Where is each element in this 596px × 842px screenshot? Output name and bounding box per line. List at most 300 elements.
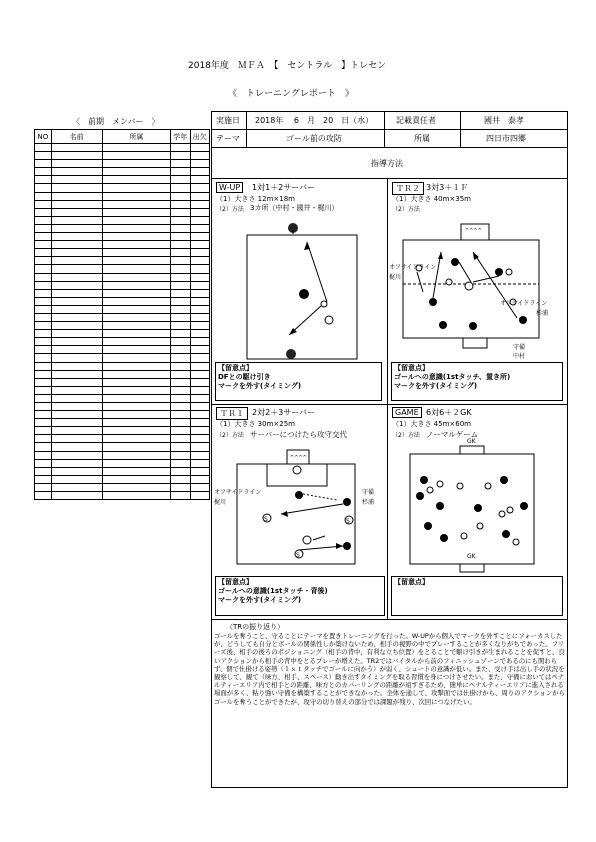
member-cell (51, 184, 102, 192)
member-cell (35, 241, 52, 249)
col-attend: 出欠 (190, 130, 210, 144)
divider (211, 129, 567, 130)
theme-value: ゴール前の攻防 (286, 134, 342, 143)
divider (384, 111, 385, 147)
member-cell (35, 362, 52, 370)
member-cell (51, 370, 102, 378)
member-cell (171, 144, 190, 152)
member-cell (51, 451, 102, 459)
member-row (35, 346, 210, 354)
member-cell (171, 370, 190, 378)
member-cell (51, 160, 102, 168)
member-row (35, 362, 210, 370)
tr1-shubi-label: 守備 (362, 489, 375, 496)
member-cell (35, 322, 52, 330)
member-cell (51, 362, 102, 370)
game-title: 6対6＋２GK (426, 408, 472, 417)
tr2-note-1: ゴールへの意識(1stタッチ、置き所) (394, 373, 511, 381)
member-cell (171, 492, 190, 500)
member-cell (102, 200, 170, 208)
member-cell (190, 330, 210, 338)
member-cell (51, 208, 102, 216)
member-cell (102, 168, 170, 176)
col-no: NO (35, 130, 52, 144)
member-row (35, 200, 210, 208)
wup-note-1: DFとの駆け引き (218, 373, 271, 381)
member-cell (51, 330, 102, 338)
tr2-note-2: マークを外す(タイミング) (394, 382, 478, 390)
member-row (35, 313, 210, 321)
game-note-head: 【留意点】 (394, 578, 429, 586)
divider (211, 178, 567, 179)
game-size: （1）大きさ 45m×60m (392, 420, 471, 428)
member-cell (35, 273, 52, 281)
member-cell (102, 411, 170, 419)
member-cell (35, 168, 52, 176)
member-cell (102, 362, 170, 370)
member-cell (171, 257, 190, 265)
member-row (35, 370, 210, 378)
member-cell (102, 273, 170, 281)
member-cell (190, 370, 210, 378)
member-cell (35, 435, 52, 443)
tr2-kajikawa-label: 梶川 (389, 274, 402, 281)
member-cell (171, 297, 190, 305)
game-note-box (391, 576, 563, 616)
member-cell (102, 386, 170, 394)
member-cell (51, 411, 102, 419)
member-cell (171, 184, 190, 192)
member-row (35, 160, 210, 168)
member-cell (102, 330, 170, 338)
member-cell (35, 411, 52, 419)
member-row (35, 443, 210, 451)
col-affil: 所属 (102, 130, 170, 144)
tr2-offside-right-label: オフサイドライン (500, 300, 548, 307)
member-cell (51, 216, 102, 224)
member-cell (190, 459, 210, 467)
member-row (35, 394, 210, 402)
member-cell (190, 313, 210, 321)
member-cell (102, 394, 170, 402)
event-title: 2018年度 ＭＦＡ 【 セントラル 】トレセン (188, 61, 387, 71)
wup-note-box (215, 362, 382, 401)
member-cell (190, 152, 210, 160)
member-cell (51, 273, 102, 281)
member-cell (51, 467, 102, 475)
member-cell (190, 297, 210, 305)
member-cell (102, 467, 170, 475)
member-cell (35, 330, 52, 338)
members-table (34, 129, 210, 500)
member-cell (171, 483, 190, 491)
member-row (35, 144, 210, 152)
tr2-size: （1）大きさ 40m×35m (392, 195, 471, 203)
member-row (35, 168, 210, 176)
member-cell (171, 265, 190, 273)
member-cell (102, 176, 170, 184)
member-row (35, 192, 210, 200)
member-row (35, 386, 210, 394)
member-cell (171, 216, 190, 224)
member-row (35, 435, 210, 443)
member-cell (35, 265, 52, 273)
member-cell (35, 233, 52, 241)
member-row (35, 467, 210, 475)
member-cell (171, 176, 190, 184)
members-heading: 〈 前期 メンバー 〉 (72, 117, 160, 126)
member-cell (102, 419, 170, 427)
member-cell (171, 459, 190, 467)
member-cell (171, 273, 190, 281)
member-cell (171, 313, 190, 321)
member-cell (190, 273, 210, 281)
review-heading: （TRの振り返り） (226, 623, 285, 631)
member-cell (35, 492, 52, 500)
member-cell (190, 354, 210, 362)
tr2-sugiura-label: 杉浦 (536, 310, 549, 317)
member-cell (51, 289, 102, 297)
affil-value: 四日市四郷 (486, 134, 526, 143)
member-cell (102, 184, 170, 192)
member-cell (190, 451, 210, 459)
member-cell (102, 492, 170, 500)
resp-label: 記載責任者 (396, 116, 436, 125)
member-cell (51, 249, 102, 257)
member-cell (171, 233, 190, 241)
tr2-method-prefix: （2）方法 (392, 206, 420, 213)
member-cell (102, 346, 170, 354)
member-row (35, 411, 210, 419)
member-cell (171, 330, 190, 338)
theme-label: テーマ (216, 134, 240, 143)
member-cell (102, 208, 170, 216)
svg-text:S: S (346, 518, 350, 525)
wup-method: 3カ所（中村・國井・梶川） (250, 204, 339, 212)
member-cell (35, 216, 52, 224)
tr1-note-2: マークを外す(タイミング) (218, 596, 302, 604)
member-row (35, 233, 210, 241)
member-cell (102, 224, 170, 232)
member-cell (35, 467, 52, 475)
member-row (35, 403, 210, 411)
member-cell (190, 435, 210, 443)
member-cell (102, 483, 170, 491)
member-cell (51, 435, 102, 443)
member-cell (171, 160, 190, 168)
member-cell (102, 443, 170, 451)
member-cell (102, 144, 170, 152)
member-cell (51, 378, 102, 386)
member-cell (190, 216, 210, 224)
member-cell (190, 176, 210, 184)
member-cell (171, 241, 190, 249)
member-cell (190, 281, 210, 289)
tr2-note-box (391, 362, 563, 401)
member-cell (35, 370, 52, 378)
wup-size: （1）大きさ 12m×18m (216, 195, 295, 203)
tr1-kajikawa-label: 梶川 (214, 499, 227, 506)
game-tag: GAME (392, 407, 422, 418)
member-cell (51, 176, 102, 184)
member-row (35, 216, 210, 224)
member-row (35, 289, 210, 297)
member-cell (102, 475, 170, 483)
member-cell (35, 144, 52, 152)
member-cell (171, 403, 190, 411)
member-cell (35, 305, 52, 313)
member-row (35, 208, 210, 216)
member-cell (190, 483, 210, 491)
svg-text:^^^^: ^^^^ (290, 455, 307, 461)
member-cell (35, 427, 52, 435)
member-cell (35, 289, 52, 297)
member-cell (51, 483, 102, 491)
member-row (35, 330, 210, 338)
member-cell (35, 419, 52, 427)
member-cell (190, 249, 210, 257)
member-cell (51, 241, 102, 249)
member-cell (171, 427, 190, 435)
member-cell (51, 346, 102, 354)
member-cell (51, 386, 102, 394)
date-label: 実施日 (216, 116, 240, 125)
member-cell (190, 257, 210, 265)
wup-note-head: 【留意点】 (218, 364, 253, 372)
member-cell (102, 459, 170, 467)
member-row (35, 297, 210, 305)
member-cell (35, 451, 52, 459)
method-label: 指導方法 (371, 159, 403, 168)
member-row (35, 378, 210, 386)
member-cell (35, 338, 52, 346)
member-cell (35, 483, 52, 491)
member-cell (51, 305, 102, 313)
member-cell (35, 354, 52, 362)
member-cell (171, 192, 190, 200)
member-cell (171, 354, 190, 362)
member-cell (171, 451, 190, 459)
member-cell (171, 435, 190, 443)
tr2-diagram (403, 222, 543, 350)
member-cell (102, 297, 170, 305)
member-cell (102, 305, 170, 313)
member-cell (51, 338, 102, 346)
member-cell (102, 313, 170, 321)
member-cell (171, 281, 190, 289)
member-cell (51, 427, 102, 435)
member-cell (35, 200, 52, 208)
member-cell (102, 281, 170, 289)
tr2-offside-left-label: オフサイドライン (389, 264, 437, 271)
member-row (35, 459, 210, 467)
member-row (35, 338, 210, 346)
tr1-method-prefix: （2）方法 (216, 432, 244, 439)
affil-label: 所属 (414, 134, 430, 143)
member-row (35, 427, 210, 435)
divider (211, 147, 567, 148)
wup-diagram (247, 222, 357, 360)
member-rows (35, 144, 210, 500)
member-cell (51, 322, 102, 330)
member-cell (51, 492, 102, 500)
member-cell (35, 297, 52, 305)
member-cell (51, 192, 102, 200)
divider (460, 111, 461, 147)
member-row (35, 322, 210, 330)
member-cell (102, 241, 170, 249)
tr1-size: （1）大きさ 30m×25m (216, 420, 295, 428)
member-cell (190, 492, 210, 500)
tr1-diagram (237, 450, 357, 568)
member-cell (171, 475, 190, 483)
member-cell (171, 168, 190, 176)
member-cell (35, 386, 52, 394)
member-cell (102, 435, 170, 443)
wup-title: 1対1＋2サーバー (252, 183, 315, 192)
member-cell (35, 346, 52, 354)
tr1-method: サーバーにつけたら攻守交代 (250, 430, 347, 439)
member-cell (171, 249, 190, 257)
member-cell (190, 160, 210, 168)
member-cell (171, 411, 190, 419)
member-cell (190, 184, 210, 192)
member-cell (51, 354, 102, 362)
member-cell (51, 394, 102, 402)
member-cell (171, 152, 190, 160)
tr2-tag: ＴＲ２ (392, 182, 424, 195)
tr1-note-head: 【留意点】 (218, 578, 253, 586)
member-cell (190, 289, 210, 297)
member-row (35, 249, 210, 257)
wup-method-prefix: （2）方法 (216, 206, 244, 213)
member-cell (190, 305, 210, 313)
member-cell (190, 419, 210, 427)
divider (387, 179, 388, 619)
member-row (35, 492, 210, 500)
member-cell (51, 313, 102, 321)
member-cell (171, 289, 190, 297)
member-cell (171, 378, 190, 386)
member-row (35, 241, 210, 249)
member-cell (102, 322, 170, 330)
divider (246, 111, 247, 147)
member-cell (190, 386, 210, 394)
member-cell (171, 208, 190, 216)
report-title: 《 トレーニングレポート 》 (228, 89, 354, 99)
game-method: ノーマルゲーム (426, 430, 479, 439)
tr1-sugiura-label: 杉浦 (362, 499, 375, 506)
member-row (35, 152, 210, 160)
member-cell (35, 403, 52, 411)
member-cell (171, 224, 190, 232)
member-cell (35, 443, 52, 451)
member-cell (102, 403, 170, 411)
member-row (35, 176, 210, 184)
member-cell (102, 265, 170, 273)
member-cell (171, 467, 190, 475)
member-cell (190, 411, 210, 419)
tr1-title: 2対2＋3サーバー (252, 408, 315, 417)
member-cell (51, 403, 102, 411)
member-cell (102, 249, 170, 257)
svg-text:^^^^: ^^^^ (465, 228, 482, 234)
member-cell (102, 354, 170, 362)
member-cell (102, 216, 170, 224)
member-cell (51, 297, 102, 305)
member-cell (35, 475, 52, 483)
tr1-tag: ＴＲ１ (216, 407, 248, 420)
member-cell (35, 224, 52, 232)
member-row (35, 483, 210, 491)
member-cell (35, 192, 52, 200)
member-row (35, 354, 210, 362)
member-row (35, 475, 210, 483)
member-cell (35, 160, 52, 168)
member-cell (35, 257, 52, 265)
member-cell (51, 281, 102, 289)
review-body: ゴールを奪うこと、守ることにテーマを置きトレーニングを行った。W-UPから個人でマークを外すことにフォーカスしたが、どうしても自分とボールの関係性しか築けないため、相手の視野の中でプレーすることが多くなりがちであった。フリーズ後、相手の後ろのポジショニング（相手の背中、有利な立ち位置）をとることで駆け引きが生まれることを促すと、良いアクションから相手の背中をとるプレーが増えた。TR2ではバイタルから前のフィニッシュゾーンであるのにも関わらず、個で仕掛ける姿勢（１ｓｔタッチでゴールに向かう）が弱く、シュートの意識が低い。また、受け手は出し手の状況を観察して、観て（味方、相手、スペース）動き出すタイミングを取る習慣を身につけさせたい。また、守備においてはペナルティーエリア内で相手との距離、味方とのカバーリングの距離が遠すぎるため、簡単にペナルティーエリアに進入される場面が多く、粘り強い守備を構築することができなかった。全体を通して、攻撃面では仕掛けから、周りのアクションからゴールを奪うことができたが、攻守の切り替えの部分では課題が残り、次回につなげたい。 (214, 632, 565, 706)
tr1-note-box (215, 576, 385, 616)
member-cell (102, 192, 170, 200)
svg-text:S: S (264, 516, 268, 523)
member-cell (190, 192, 210, 200)
tr2-note-head: 【留意点】 (394, 364, 429, 372)
member-row (35, 273, 210, 281)
member-cell (35, 313, 52, 321)
tr2-shubi-label: 守備 (513, 344, 526, 351)
member-cell (51, 152, 102, 160)
member-cell (171, 346, 190, 354)
member-cell (190, 394, 210, 402)
member-cell (35, 459, 52, 467)
member-cell (51, 265, 102, 273)
member-cell (190, 427, 210, 435)
member-cell (35, 378, 52, 386)
member-row (35, 184, 210, 192)
member-cell (190, 338, 210, 346)
member-row (35, 419, 210, 427)
member-cell (51, 459, 102, 467)
member-cell (35, 184, 52, 192)
member-cell (171, 419, 190, 427)
member-cell (102, 289, 170, 297)
member-cell (102, 152, 170, 160)
member-cell (190, 200, 210, 208)
member-row (35, 305, 210, 313)
member-cell (190, 322, 210, 330)
member-cell (190, 233, 210, 241)
member-cell (102, 370, 170, 378)
member-cell (51, 419, 102, 427)
member-cell (51, 257, 102, 265)
divider (211, 404, 567, 405)
game-method-prefix: （2）方法 (392, 432, 420, 439)
member-row (35, 265, 210, 273)
game-gk-bottom: GK (467, 553, 476, 560)
member-cell (51, 224, 102, 232)
col-grade: 学年 (171, 130, 190, 144)
member-cell (102, 338, 170, 346)
tr1-note-1: ゴールへの意識(1stタッチ・背後) (218, 587, 328, 595)
member-cell (171, 338, 190, 346)
wup-tag: W-UP (216, 182, 243, 193)
member-cell (171, 386, 190, 394)
member-row (35, 224, 210, 232)
tr1-offside-label: オフサイドライン (214, 489, 262, 496)
member-cell (35, 394, 52, 402)
member-cell (102, 378, 170, 386)
